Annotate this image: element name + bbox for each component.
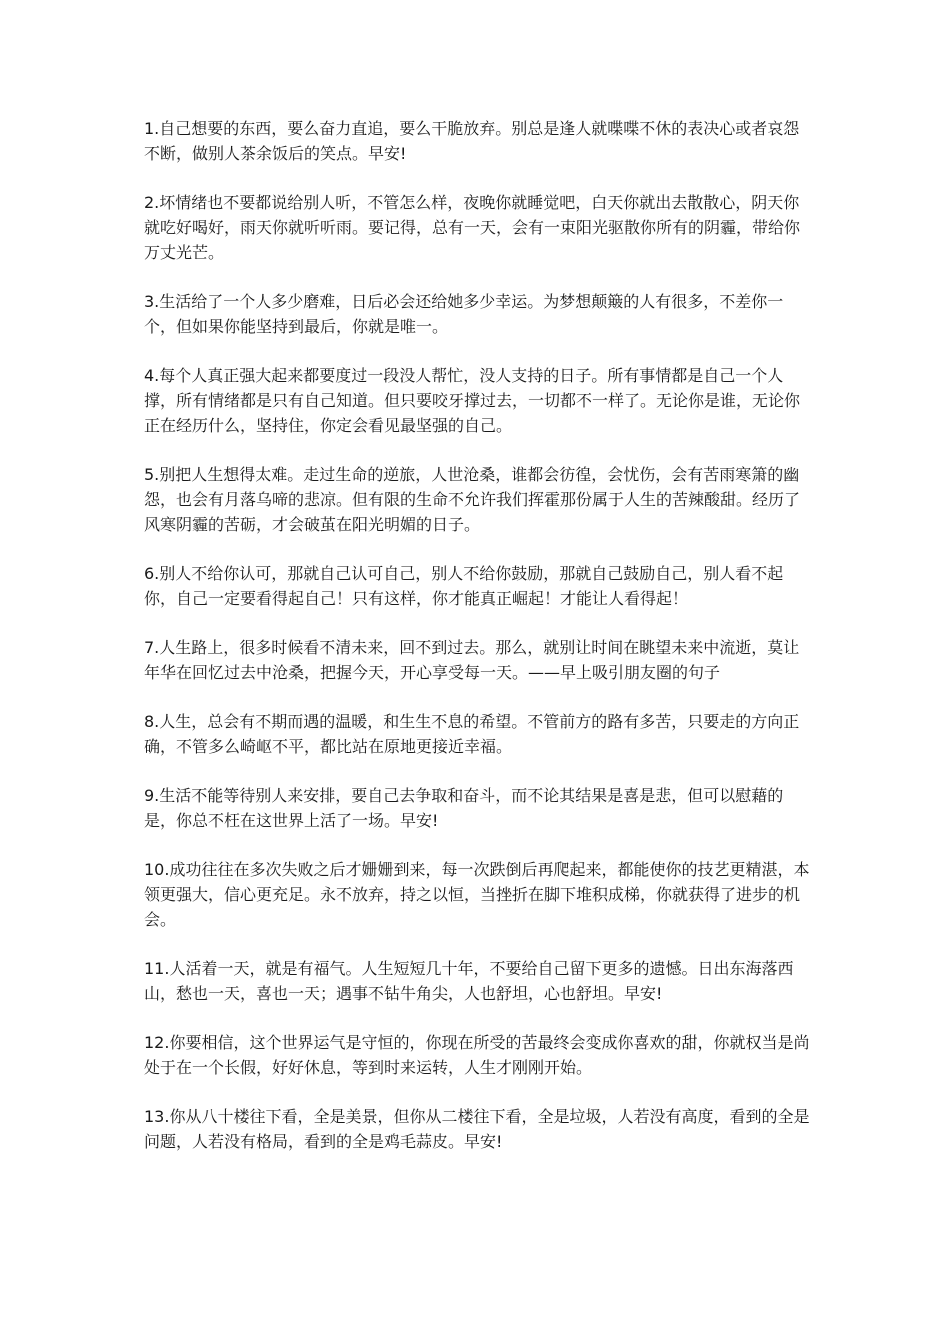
paragraph-12: 12.你要相信，这个世界运气是守恒的，你现在所受的苦最终会变成你喜欢的甜，你就权当是尚处于在一个长假，好好休息，等到时来运转，人生才刚刚开始。 [144,1033,810,1077]
paragraph-3: 3.生活给了一个人多少磨难，日后必会还给她多少幸运。为梦想颠簸的人有很多，不差你一个，但如果你能坚持到最后，你就是唯一。 [144,292,784,336]
paragraph-7: 7.人生路上，很多时候看不清未来，回不到过去。那么，就别让时间在眺望未来中流逝，莫让年华在回忆过去中沧桑，把握今天，开心享受每一天。——早上吸引朋友圈的句子 [144,638,800,682]
document-body [144,116,814,1178]
paragraph-2: 2.坏情绪也不要都说给别人听，不管怎么样，夜晚你就睡觉吧，白天你就出去散散心，阴天你就吃好喝好，雨天你就听听雨。要记得，总有一天，会有一束阳光驱散你所有的阴霾，带给你万丈光芒。 [144,193,801,262]
paragraph-1: 1.自己想要的东西，要么奋力直追，要么干脆放弃。别总是逢人就喋喋不休的表决心或者哀怨不断，做别人茶余饭后的笑点。早安! [144,119,800,163]
paragraph-4: 4.每个人真正强大起来都要度过一段没人帮忙，没人支持的日子。所有事情都是自己一个人撑，所有情绪都是只有自己知道。但只要咬牙撑过去，一切都不一样了。无论你是谁，无论你正在经历什么，坚持住，你定会看见最坚强的自己。 [144,366,801,435]
paragraph-8: 8.人生，总会有不期而遇的温暖，和生生不息的希望。不管前方的路有多苦，只要走的方向正确，不管多么崎岖不平，都比站在原地更接近幸福。 [144,712,800,756]
paragraph-6: 6.别人不给你认可，那就自己认可自己，别人不给你鼓励，那就自己鼓励自己，别人看不起你，自己一定要看得起自己！只有这样，你才能真正崛起！才能让人看得起！ [144,564,784,608]
paragraph-13: 13.你从八十楼往下看，全是美景，但你从二楼往下看，全是垃圾，人若没有高度，看到的全是问题，人若没有格局，看到的全是鸡毛蒜皮。早安! [144,1107,810,1151]
paragraph-10: 10.成功往往在多次失败之后才姗姗到来，每一次跌倒后再爬起来，都能使你的技艺更精湛，本领更强大，信心更充足。永不放弃，持之以恒，当挫折在脚下堆积成梯，你就获得了进步的机会。 [144,860,810,929]
paragraph-5: 5.别把人生想得太难。走过生命的逆旅，人世沧桑，谁都会彷徨，会忧伤，会有苦雨寒箫的幽怨，也会有月落乌啼的悲凉。但有限的生命不允许我们挥霍那份属于人生的苦辣酸甜。经历了风寒阴霾的苦砺，才会破茧在阳光明媚的日子。 [144,465,801,534]
paragraph-11: 11.人活着一天，就是有福气。人生短短几十年，不要给自己留下更多的遗憾。日出东海落西山，愁也一天，喜也一天；遇事不钻牛角尖，人也舒坦，心也舒坦。早安! [144,959,794,1003]
paragraph-9: 9.生活不能等待别人来安排，要自己去争取和奋斗，而不论其结果是喜是悲，但可以慰藉的是，你总不枉在这世界上活了一场。早安! [144,786,784,830]
